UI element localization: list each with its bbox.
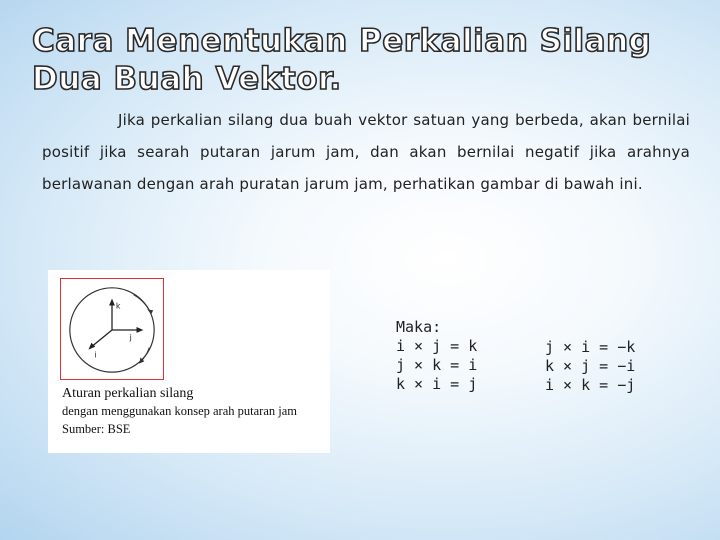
label-k: k xyxy=(115,301,121,311)
figure xyxy=(48,270,330,453)
equation: k × j = −i xyxy=(545,357,636,375)
figure-caption-line: Aturan perkalian silang xyxy=(62,386,194,401)
vector-j-arrowhead xyxy=(137,327,144,333)
rotation-arrow-upper xyxy=(134,295,152,315)
clock-diagram xyxy=(60,278,164,380)
equation: i × j = k xyxy=(396,337,478,355)
equation: i × k = −j xyxy=(545,376,636,394)
vector-k-arrowhead xyxy=(109,299,115,306)
clock-diagram-svg xyxy=(61,279,163,379)
vector-i-line xyxy=(90,330,112,348)
equation: j × k = i xyxy=(396,356,478,374)
result-heading: Maka: xyxy=(396,318,442,336)
figure-caption-line: dengan menggunakan konsep arah putaran jam xyxy=(62,404,297,418)
negative-products xyxy=(545,338,635,395)
figure-caption-source: Sumber: BSE xyxy=(62,422,131,436)
positive-products xyxy=(396,318,477,394)
body-paragraph: Jika perkalian silang dua buah vektor satuan yang berbeda, akan bernilai positif jika searah putaran jarum jam, dan akan bernilai negatif jika arahnya berlawanan dengan arah puratan jarum jam, perhatikan gambar di bawah ini. xyxy=(42,111,690,193)
label-i: i xyxy=(94,350,97,360)
equation: j × i = −k xyxy=(545,338,636,356)
slide-title: Cara Menentukan Perkalian Silang Dua Buah Vektor. xyxy=(32,23,652,97)
equation: k × i = j xyxy=(396,375,478,393)
label-j: j xyxy=(129,332,132,342)
